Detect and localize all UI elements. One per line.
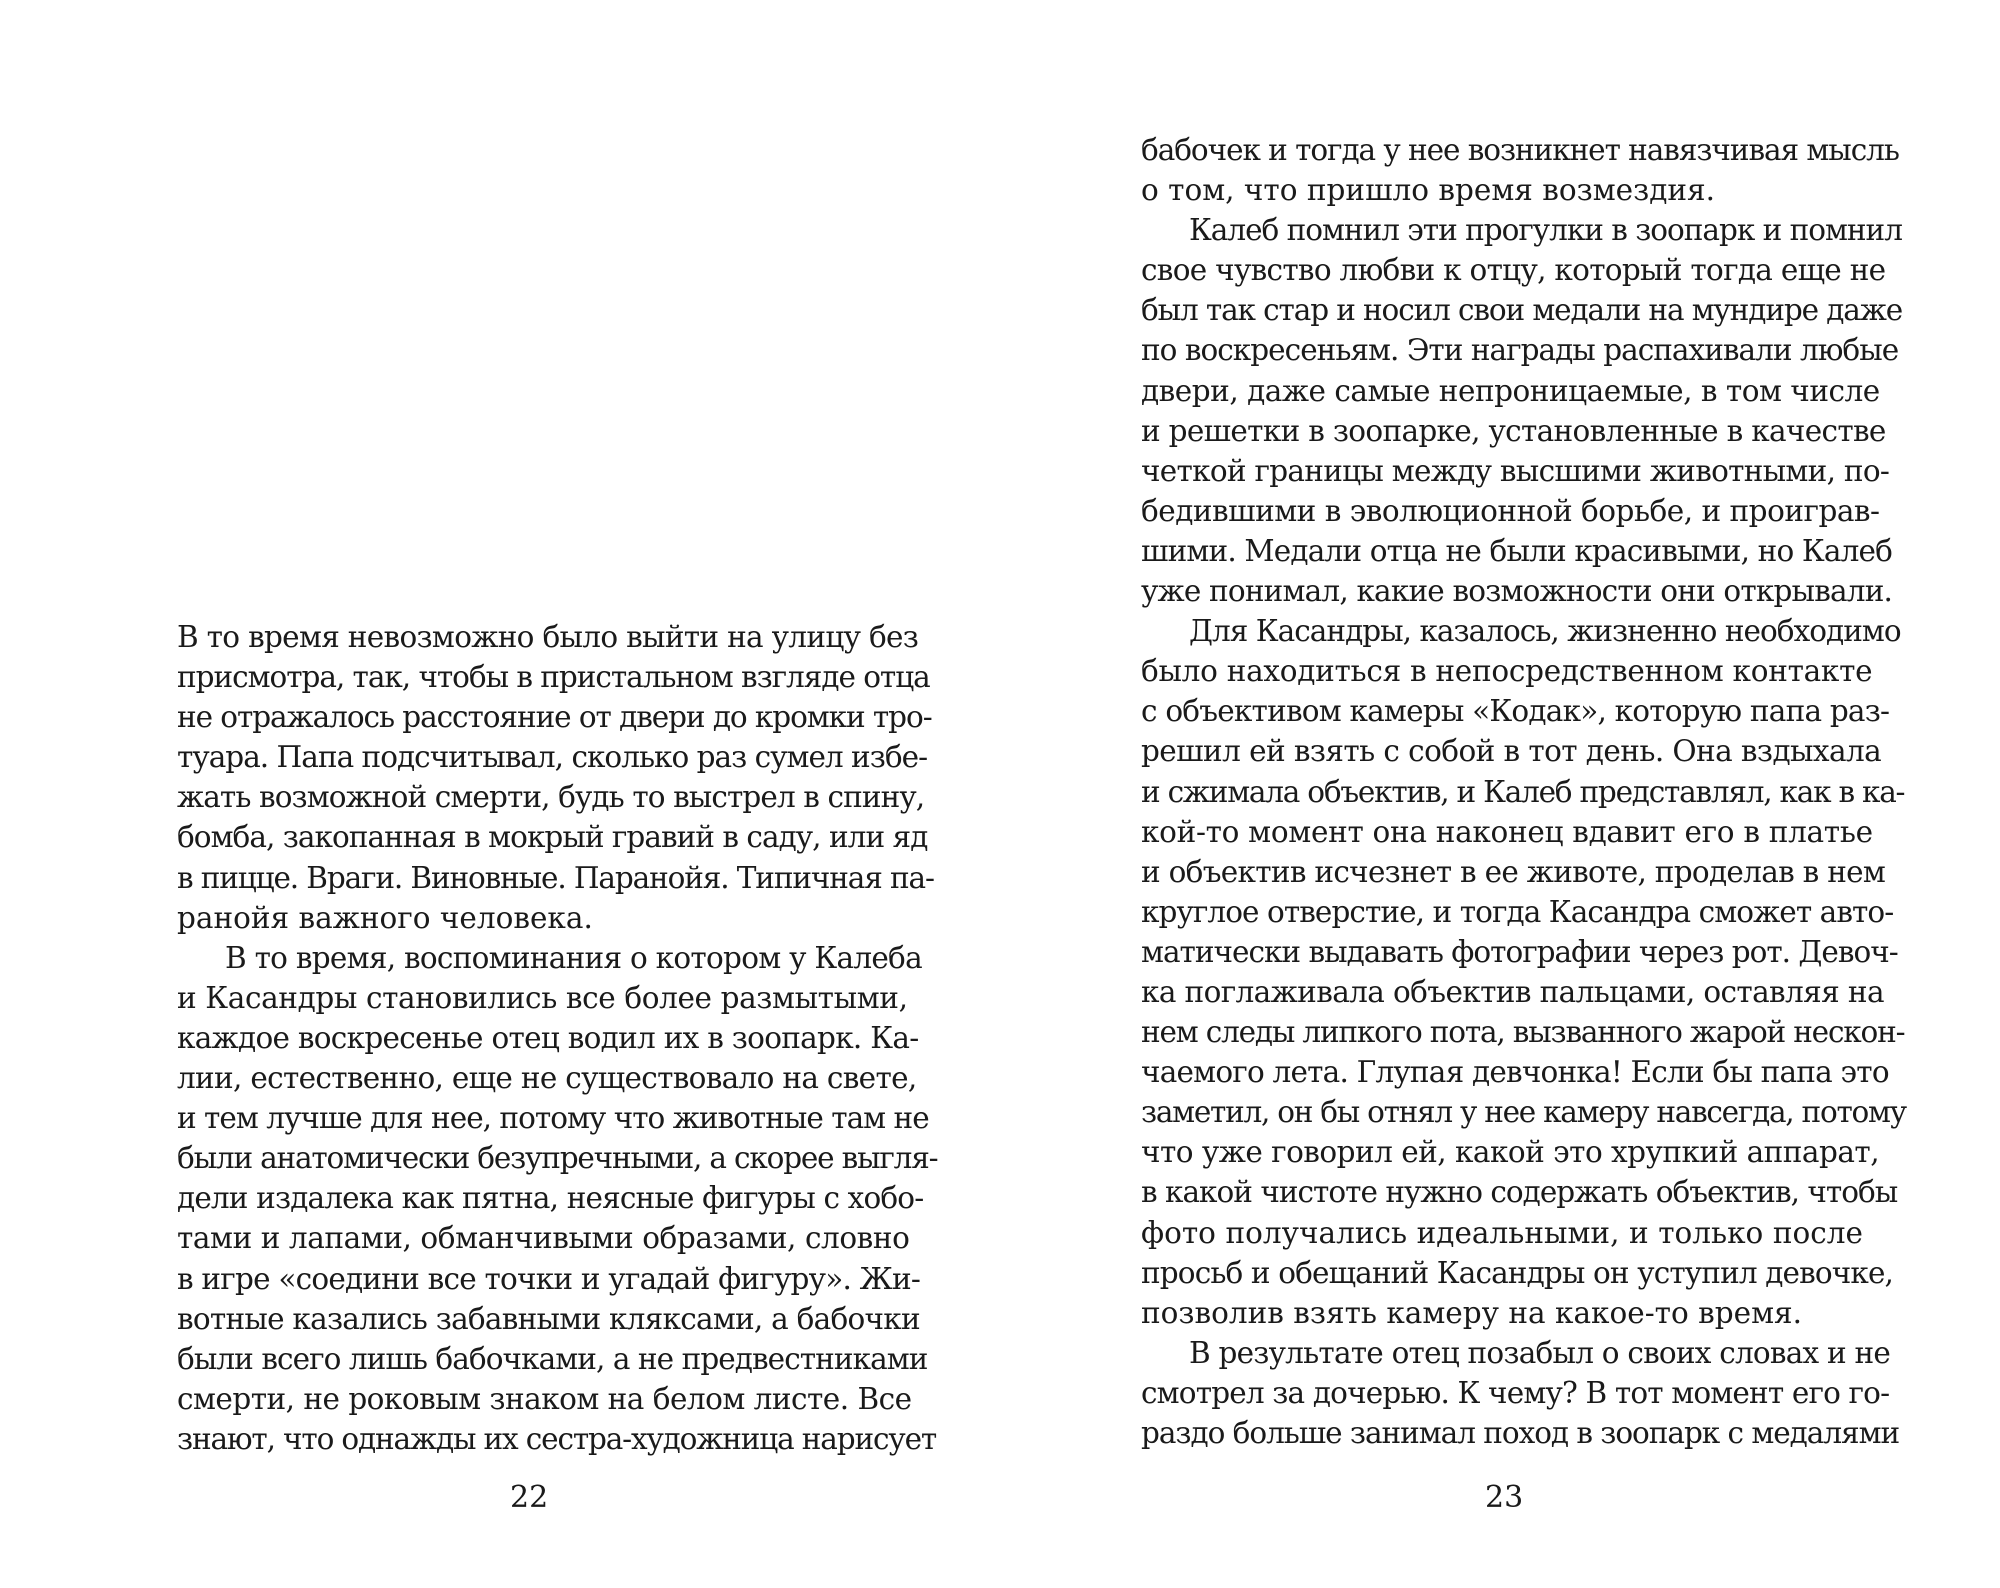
text-line: ранойя важного человека. xyxy=(177,900,593,935)
text-line: вотные казались забавными кляксами, а бабочки xyxy=(177,1301,920,1336)
text-line: шими. Медали отца не были красивыми, но Калеб xyxy=(1141,533,1893,568)
text-line: кой-то момент она наконец вдавит его в платье xyxy=(1141,814,1873,849)
text-line: и Касандры становились все более размытыми, xyxy=(177,980,908,1015)
text-line: в игре «соедини все точки и угадай фигуру». Жи- xyxy=(177,1261,921,1296)
text-line: свое чувство любви к отцу, который тогда еще не xyxy=(1141,253,1886,288)
text-line: матически выдавать фотографии через рот. Девоч- xyxy=(1141,934,1898,969)
text-line: тами и лапами, обманчивыми образами, словно xyxy=(177,1221,910,1256)
text-line: заметил, он бы отнял у нее камеру навсегда, потому xyxy=(1141,1095,1906,1130)
text-line: В результате отец позабыл о своих словах и не xyxy=(1189,1335,1891,1370)
text-line: туара. Папа подсчитывал, сколько раз сумел избе- xyxy=(177,740,928,775)
left-page-text xyxy=(177,617,938,1459)
text-line: жать возможной смерти, будь то выстрел в спину, xyxy=(177,780,925,815)
text-line: просьб и обещаний Касандры он уступил девочке, xyxy=(1141,1255,1894,1290)
text-line: лии, естественно, еще не существовало на свете, xyxy=(177,1061,917,1096)
text-line: в какой чистоте нужно содержать объектив, чтобы xyxy=(1141,1175,1898,1210)
text-line: что уже говорил ей, какой это хрупкий аппарат, xyxy=(1141,1135,1880,1170)
text-line: смотрел за дочерью. К чему? В тот момент его го- xyxy=(1141,1375,1890,1410)
text-line: о том, что пришло время возмездия. xyxy=(1141,173,1716,208)
text-line: по воскресеньям. Эти награды распахивали любые xyxy=(1141,333,1899,368)
text-line: и решетки в зоопарке, установленные в качестве xyxy=(1141,413,1886,448)
text-line: в пицце. Враги. Виновные. Паранойя. Типичная па- xyxy=(177,860,934,895)
text-line: и тем лучше для нее, потому что животные там не xyxy=(177,1101,929,1136)
page-number: 22 xyxy=(510,1480,549,1515)
text-line: были всего лишь бабочками, а не предвестниками xyxy=(177,1341,928,1376)
text-line: был так стар и носил свои медали на мундире даже xyxy=(1141,293,1903,328)
text-line: смерти, не роковым знаком на белом листе. Все xyxy=(177,1381,912,1416)
text-line: нем следы липкого пота, вызванного жарой нескон- xyxy=(1141,1015,1905,1050)
text-line: Для Касандры, казалось, жизненно необходимо xyxy=(1189,614,1901,649)
text-line: дели издалека как пятна, неясные фигуры с хобо- xyxy=(177,1181,924,1216)
text-line: было находиться в непосредственном контакте xyxy=(1141,654,1873,689)
page-number: 23 xyxy=(1485,1480,1524,1515)
text-line: присмотра, так, чтобы в пристальном взгляде отца xyxy=(177,660,930,695)
text-line: Калеб помнил эти прогулки в зоопарк и помнил xyxy=(1189,213,1902,248)
text-line: фото получались идеальными, и только после xyxy=(1141,1215,1863,1250)
text-line: бедившими в эволюционной борьбе, и проиграв- xyxy=(1141,493,1880,528)
text-line: были анатомически безупречными, а скорее выгля- xyxy=(177,1141,938,1176)
text-line: уже понимал, какие возможности они открывали. xyxy=(1141,574,1893,609)
text-line: круглое отверстие, и тогда Касандра сможет авто- xyxy=(1141,894,1894,929)
right-page xyxy=(1000,0,2000,1588)
text-line: бомба, закопанная в мокрый гравий в саду, или яд xyxy=(177,820,928,855)
text-line: знают, что однажды их сестра-художница нарисует xyxy=(177,1421,937,1456)
text-line: решил ей взять с собой в тот день. Она вздыхала xyxy=(1141,734,1882,769)
text-line: и объектив исчезнет в ее животе, проделав в нем xyxy=(1141,854,1886,889)
text-line: чаемого лета. Глупая девчонка! Если бы папа это xyxy=(1141,1055,1889,1090)
text-line: раздо больше занимал поход в зоопарк с медалями xyxy=(1141,1416,1900,1450)
text-line: В то время невозможно было выйти на улицу без xyxy=(177,620,919,654)
text-line: двери, даже самые непроницаемые, в том числе xyxy=(1141,373,1880,408)
text-line: позволив взять камеру на какое-то время. xyxy=(1141,1295,1802,1330)
text-line: и сжимала объектив, и Калеб представлял, как в ка- xyxy=(1141,774,1905,809)
text-line: с объективом камеры «Кодак», которую папа раз- xyxy=(1141,694,1890,729)
text-line: каждое воскресенье отец водил их в зоопарк. Ка- xyxy=(177,1020,919,1055)
text-line: не отражалось расстояние от двери до кромки тро- xyxy=(177,700,932,735)
right-page-text xyxy=(1141,130,1906,1453)
text-line: ка поглаживала объектив пальцами, оставляя на xyxy=(1141,974,1884,1009)
text-line: бабочек и тогда у нее возникнет навязчивая мысль xyxy=(1141,133,1899,167)
text-line: четкой границы между высшими животными, по- xyxy=(1141,453,1890,488)
text-line: В то время, воспоминания о котором у Калеба xyxy=(225,940,922,975)
